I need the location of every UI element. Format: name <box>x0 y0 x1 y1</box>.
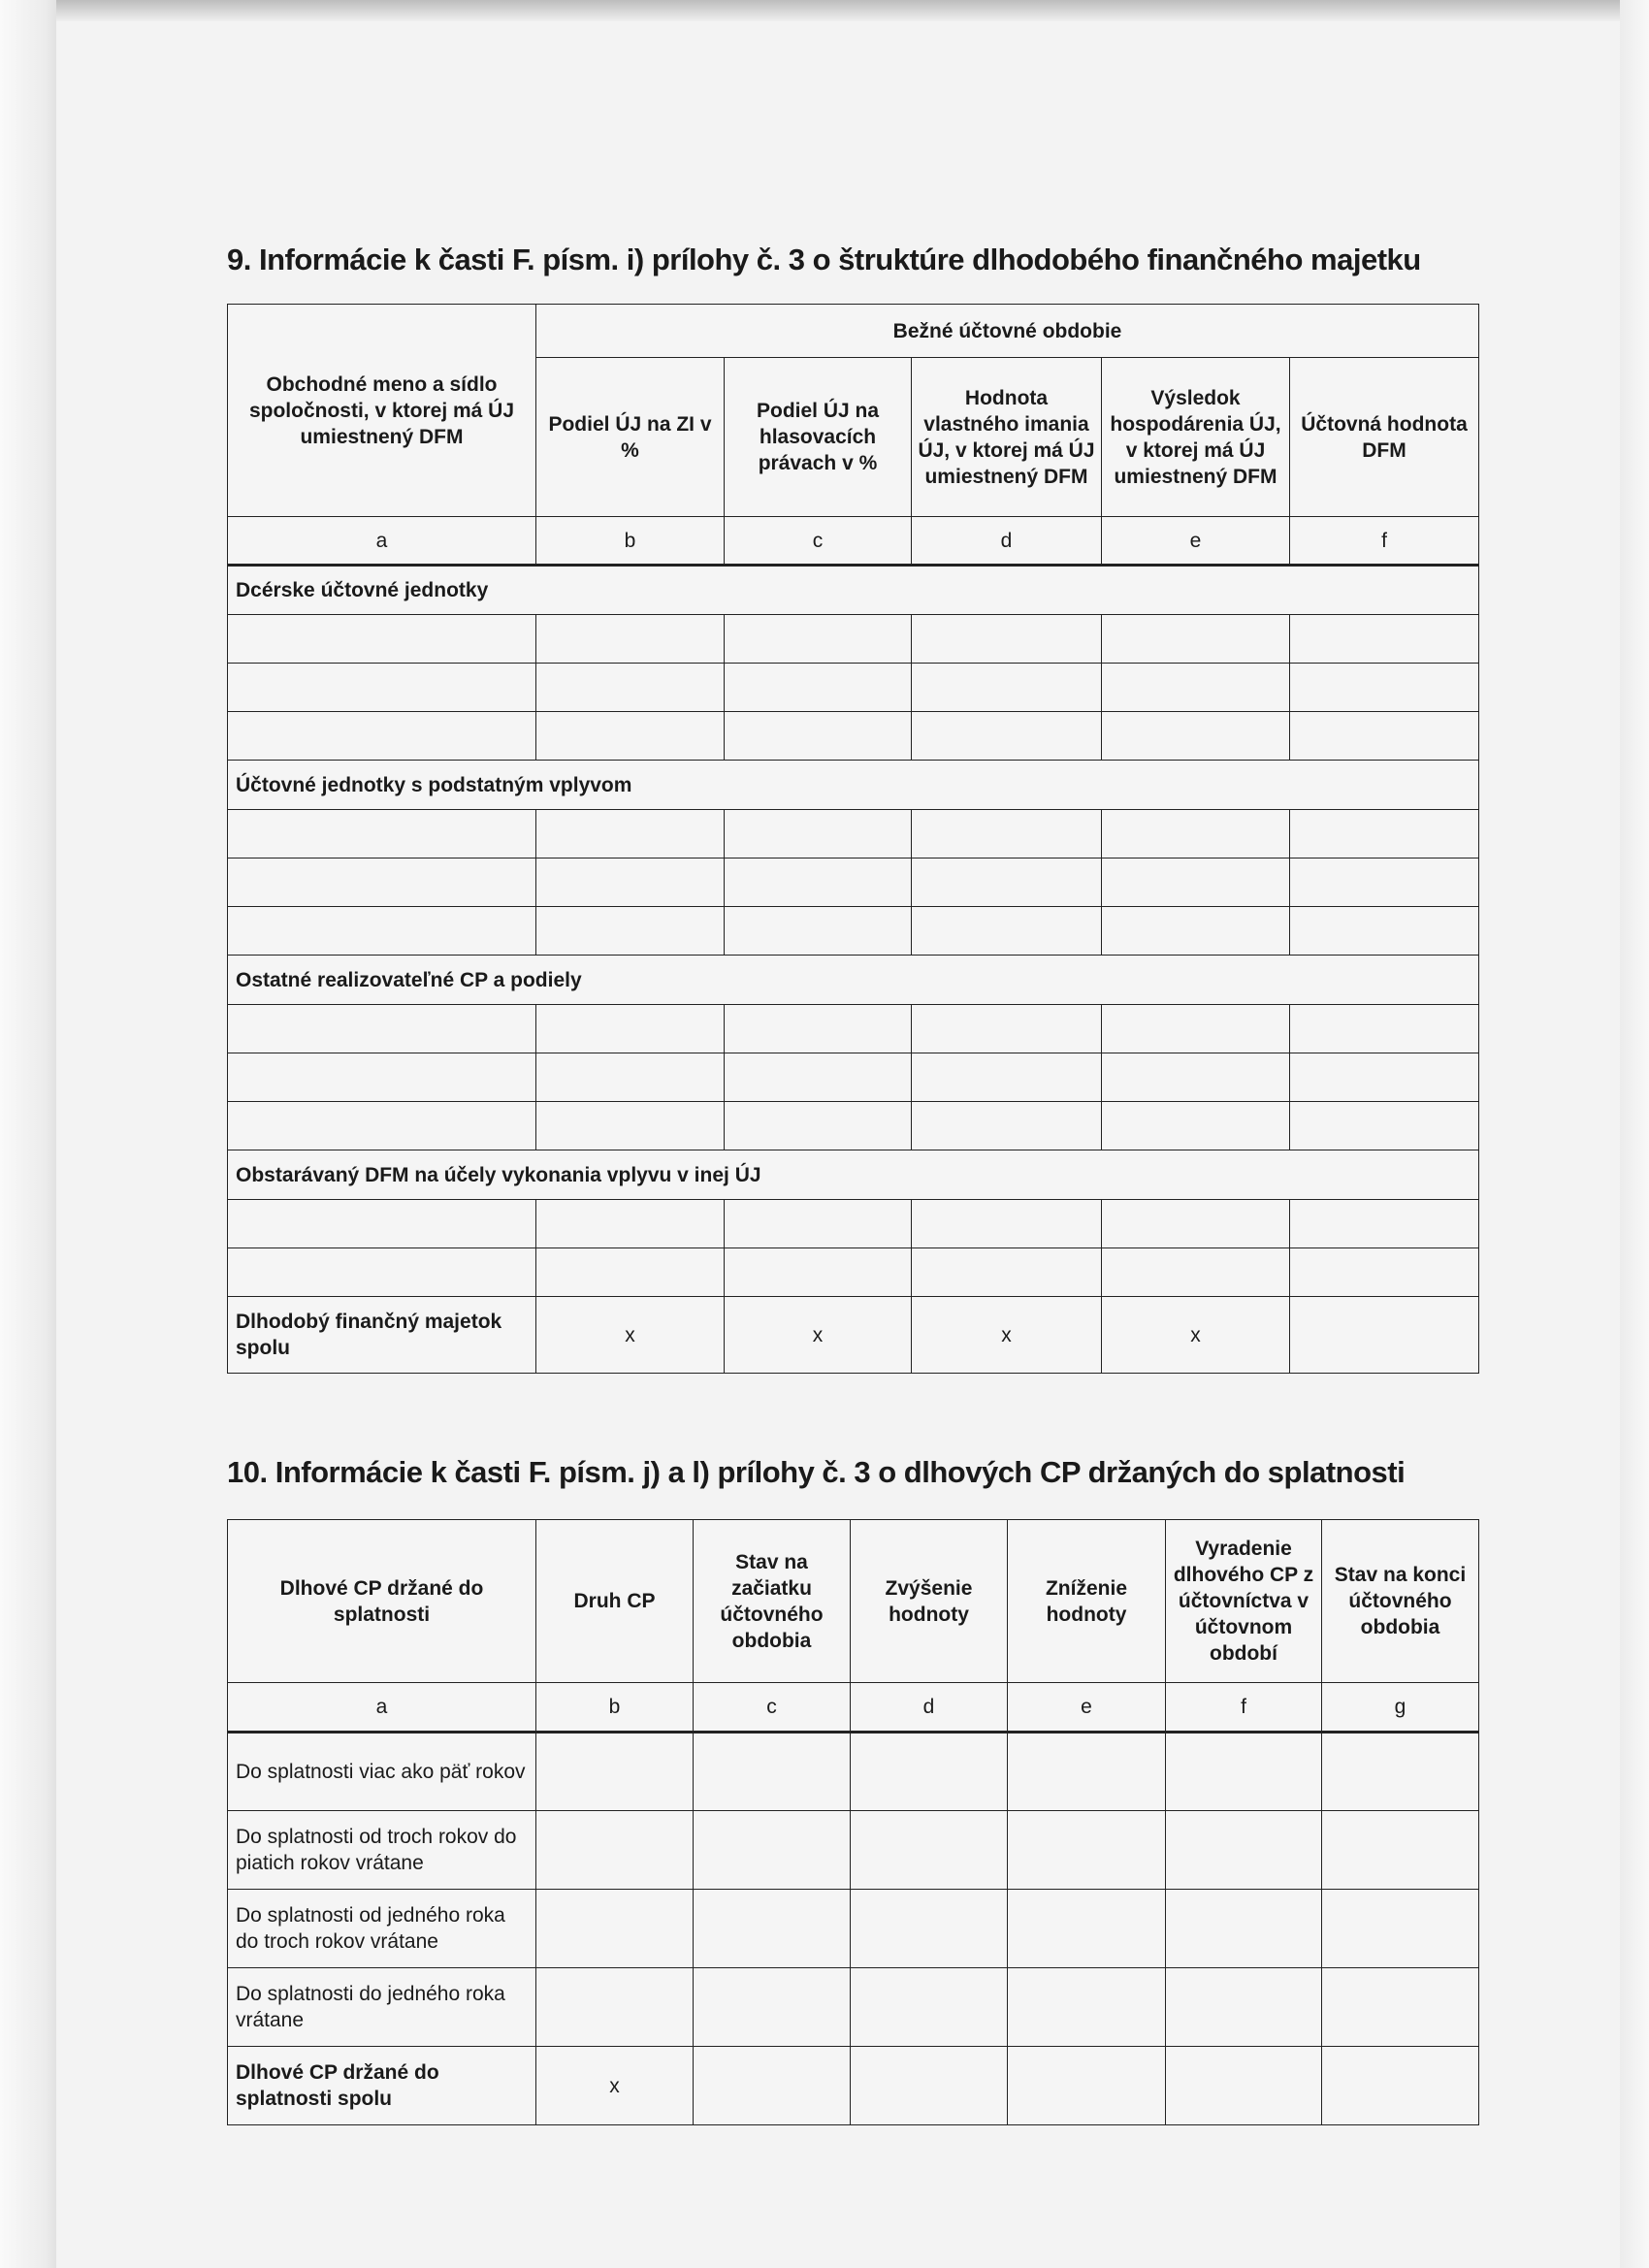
column-header: Dlhové CP držané do splatnosti <box>228 1520 536 1683</box>
empty-cell <box>1102 615 1290 664</box>
empty-cell <box>725 1005 912 1053</box>
empty-cell <box>1166 1968 1322 2047</box>
empty-cell <box>1290 907 1479 956</box>
total-cell <box>851 2047 1008 2125</box>
empty-cell <box>912 907 1102 956</box>
table-row <box>228 1968 1479 2047</box>
table-row <box>228 1200 1479 1248</box>
section-row <box>228 1150 1479 1200</box>
empty-cell <box>912 810 1102 859</box>
column-header: Zvýšenie hodnoty <box>851 1520 1008 1683</box>
empty-cell <box>536 859 725 907</box>
empty-cell <box>1102 810 1290 859</box>
empty-cell <box>536 1890 694 1968</box>
column-letter: e <box>1102 517 1290 566</box>
col-header-share-voting: Podiel ÚJ na hlasovacích právach v % <box>725 358 912 517</box>
table-row <box>228 615 1479 664</box>
empty-cell <box>1290 1053 1479 1102</box>
header-row <box>228 305 1479 358</box>
section-row <box>228 566 1479 615</box>
table-row <box>228 664 1479 712</box>
total-cell <box>1008 2047 1166 2125</box>
empty-cell <box>912 615 1102 664</box>
section-row <box>228 761 1479 810</box>
total-label: Dlhové CP držané do splatnosti spolu <box>228 2047 536 2125</box>
empty-cell <box>1008 1890 1166 1968</box>
total-label: Dlhodobý finančný majetok spolu <box>228 1297 536 1374</box>
row-label: Do splatnosti od troch rokov do piatich rokov vrátane <box>228 1811 536 1890</box>
empty-cell <box>851 1968 1008 2047</box>
empty-cell <box>1166 1733 1322 1811</box>
total-cell: x <box>536 2047 694 2125</box>
empty-cell <box>694 1890 851 1968</box>
col-header-book-value: Účtovná hodnota DFM <box>1290 358 1479 517</box>
table-row <box>228 1005 1479 1053</box>
empty-cell <box>1166 1811 1322 1890</box>
section-label: Dcérske účtovné jednotky <box>228 566 1479 615</box>
empty-cell <box>1290 615 1479 664</box>
section-10-title: 10. Informácie k časti F. písm. j) a l) prílohy č. 3 o dlhových CP držaných do splatnosti <box>227 1455 1406 1489</box>
empty-cell <box>725 810 912 859</box>
col-header-result: Výsledok hospodárenia ÚJ, v ktorej má ÚJ umiestnený DFM <box>1102 358 1290 517</box>
column-letter: c <box>725 517 912 566</box>
empty-cell <box>228 907 536 956</box>
empty-cell <box>1102 664 1290 712</box>
empty-cell <box>912 1053 1102 1102</box>
total-cell <box>1322 2047 1479 2125</box>
column-header: Druh CP <box>536 1520 694 1683</box>
empty-cell <box>536 1968 694 2047</box>
empty-cell <box>725 615 912 664</box>
empty-cell <box>725 712 912 761</box>
empty-cell <box>1102 907 1290 956</box>
empty-cell <box>851 1811 1008 1890</box>
empty-cell <box>1102 1005 1290 1053</box>
scan-right-edge <box>1620 0 1649 2268</box>
row-label: Do splatnosti viac ako päť rokov <box>228 1733 536 1811</box>
group-header-current-period: Bežné účtovné obdobie <box>536 305 1479 358</box>
total-cell: x <box>1102 1297 1290 1374</box>
scan-top-edge <box>0 0 1649 21</box>
column-letter: d <box>912 517 1102 566</box>
empty-cell <box>1008 1811 1166 1890</box>
column-letter: b <box>536 517 725 566</box>
empty-cell <box>725 664 912 712</box>
empty-cell <box>1102 712 1290 761</box>
empty-cell <box>1166 1890 1322 1968</box>
col-header-equity: Hodnota vlastného imania ÚJ, v ktorej má ÚJ umiestnený DFM <box>912 358 1102 517</box>
empty-cell <box>536 664 725 712</box>
column-header: Zníženie hodnoty <box>1008 1520 1166 1683</box>
column-letter-row <box>228 517 1479 566</box>
empty-cell <box>694 1811 851 1890</box>
section-label: Účtovné jednotky s podstatným vplyvom <box>228 761 1479 810</box>
total-cell <box>1290 1297 1479 1374</box>
column-letter: e <box>1008 1683 1166 1733</box>
empty-cell <box>1102 859 1290 907</box>
empty-cell <box>536 1053 725 1102</box>
table-row <box>228 907 1479 956</box>
empty-cell <box>912 1248 1102 1297</box>
row-label: Do splatnosti od jedného roka do troch rokov vrátane <box>228 1890 536 1968</box>
empty-cell <box>1290 810 1479 859</box>
header-row <box>228 1520 1479 1683</box>
table-row <box>228 1890 1479 1968</box>
empty-cell <box>725 1248 912 1297</box>
table-row <box>228 810 1479 859</box>
debt-securities-table <box>227 1519 1479 2125</box>
empty-cell <box>1102 1248 1290 1297</box>
column-letter-row <box>228 1683 1479 1733</box>
dfm-structure-table <box>227 304 1479 1374</box>
empty-cell <box>228 1005 536 1053</box>
table-row <box>228 712 1479 761</box>
column-letter: f <box>1290 517 1479 566</box>
empty-cell <box>536 1200 725 1248</box>
empty-cell <box>1322 1890 1479 1968</box>
empty-cell <box>912 712 1102 761</box>
table-row <box>228 859 1479 907</box>
empty-cell <box>228 1053 536 1102</box>
empty-cell <box>536 1102 725 1150</box>
empty-cell <box>1008 1968 1166 2047</box>
column-letter: b <box>536 1683 694 1733</box>
column-header: Stav na začiatku účtovného obdobia <box>694 1520 851 1683</box>
table-row <box>228 1811 1479 1890</box>
empty-cell <box>725 907 912 956</box>
empty-cell <box>228 1200 536 1248</box>
empty-cell <box>725 859 912 907</box>
section-9-title: 9. Informácie k časti F. písm. i) prílohy č. 3 o štruktúre dlhodobého finančného majetku <box>227 243 1421 276</box>
empty-cell <box>912 664 1102 712</box>
empty-cell <box>536 1248 725 1297</box>
empty-cell <box>851 1890 1008 1968</box>
section-label: Ostatné realizovateľné CP a podiely <box>228 956 1479 1005</box>
empty-cell <box>536 1811 694 1890</box>
section-label: Obstarávaný DFM na účely vykonania vplyvu v inej ÚJ <box>228 1150 1479 1200</box>
column-letter: d <box>851 1683 1008 1733</box>
empty-cell <box>1290 1005 1479 1053</box>
table-row <box>228 1102 1479 1150</box>
empty-cell <box>1008 1733 1166 1811</box>
empty-cell <box>851 1733 1008 1811</box>
empty-cell <box>1290 664 1479 712</box>
empty-cell <box>228 1248 536 1297</box>
empty-cell <box>228 615 536 664</box>
column-letter: c <box>694 1683 851 1733</box>
empty-cell <box>228 859 536 907</box>
empty-cell <box>912 1005 1102 1053</box>
table-row <box>228 1733 1479 1811</box>
section-row <box>228 956 1479 1005</box>
total-cell <box>1166 2047 1322 2125</box>
empty-cell <box>536 1005 725 1053</box>
column-letter: a <box>228 517 536 566</box>
column-letter: a <box>228 1683 536 1733</box>
column-header: Stav na konci účtovného obdobia <box>1322 1520 1479 1683</box>
empty-cell <box>536 615 725 664</box>
total-cell: x <box>536 1297 725 1374</box>
empty-cell <box>536 810 725 859</box>
empty-cell <box>536 907 725 956</box>
empty-cell <box>725 1102 912 1150</box>
empty-cell <box>1290 1248 1479 1297</box>
empty-cell <box>228 1102 536 1150</box>
total-row <box>228 2047 1479 2125</box>
total-cell: x <box>725 1297 912 1374</box>
empty-cell <box>536 1733 694 1811</box>
empty-cell <box>1290 859 1479 907</box>
empty-cell <box>228 810 536 859</box>
row-label: Do splatnosti do jedného roka vrátane <box>228 1968 536 2047</box>
empty-cell <box>536 712 725 761</box>
empty-cell <box>1290 712 1479 761</box>
empty-cell <box>228 712 536 761</box>
column-letter: g <box>1322 1683 1479 1733</box>
empty-cell <box>1102 1200 1290 1248</box>
empty-cell <box>912 1200 1102 1248</box>
empty-cell <box>725 1053 912 1102</box>
empty-cell <box>1322 1811 1479 1890</box>
empty-cell <box>1290 1102 1479 1150</box>
empty-cell <box>912 1102 1102 1150</box>
column-header: Vyradenie dlhového CP z účtovníctva v účtovnom období <box>1166 1520 1322 1683</box>
table-row <box>228 1248 1479 1297</box>
table-row <box>228 1053 1479 1102</box>
total-row <box>228 1297 1479 1374</box>
empty-cell <box>1290 1200 1479 1248</box>
empty-cell <box>1102 1102 1290 1150</box>
empty-cell <box>694 1968 851 2047</box>
col-header-company: Obchodné meno a sídlo spoločnosti, v ktorej má ÚJ umiestnený DFM <box>228 305 536 517</box>
total-cell: x <box>912 1297 1102 1374</box>
empty-cell <box>1322 1968 1479 2047</box>
empty-cell <box>228 664 536 712</box>
total-cell <box>694 2047 851 2125</box>
empty-cell <box>912 859 1102 907</box>
empty-cell <box>725 1200 912 1248</box>
col-header-share-capital: Podiel ÚJ na ZI v % <box>536 358 725 517</box>
empty-cell <box>1322 1733 1479 1811</box>
empty-cell <box>694 1733 851 1811</box>
column-letter: f <box>1166 1683 1322 1733</box>
scan-left-edge <box>0 0 56 2268</box>
empty-cell <box>1102 1053 1290 1102</box>
